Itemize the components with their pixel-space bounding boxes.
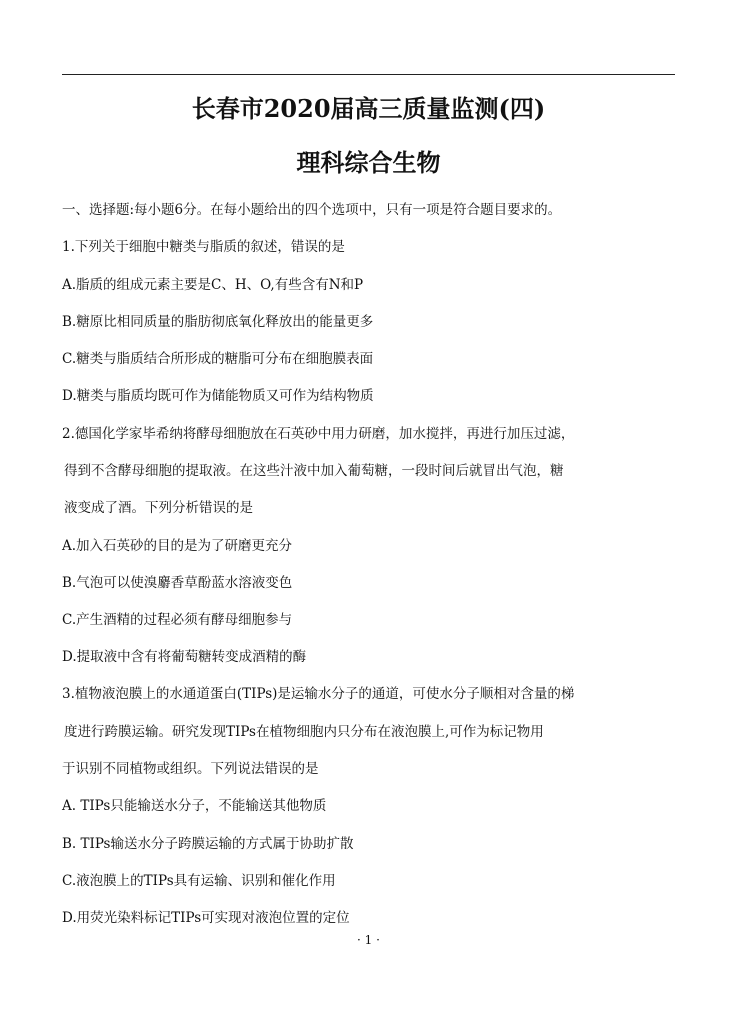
question-2-option-b: B.气泡可以使溴麝香草酚蓝水溶液变色 [62,575,293,591]
question-3-stem-line-1: 3.植物液泡膜上的水通道蛋白(TIPs)是运输水分子的通道，可使水分子顺相对含量的梯 [62,686,575,702]
question-2-stem-line-1: 2.德国化学家毕希纳将酵母细胞放在石英砂中用力研磨，加水搅拌，再进行加压过滤， [62,426,575,442]
question-3-option-d: D.用荧光染料标记TIPs可实现对液泡位置的定位 [62,910,350,926]
header-rule [62,74,675,75]
question-3-option-a: A. TIPs只能输送水分子，不能输送其他物质 [62,798,327,814]
question-2-option-c: C.产生酒精的过程必须有酵母细胞参与 [62,612,293,628]
question-3-option-b: B. TIPs输送水分子跨膜运输的方式属于协助扩散 [62,836,354,852]
question-3-stem-line-3: 于识别不同植物或组织。下列说法错误的是 [62,761,319,777]
question-1-option-b: B.糖原比相同质量的脂肪彻底氧化释放出的能量更多 [62,314,374,330]
question-2-stem-line-2: 得到不含酵母细胞的提取液。在这些汁液中加入葡萄糖，一段时间后就冒出气泡，糖 [64,463,564,479]
page-number: · 1 · [357,933,380,947]
question-2-option-a: A.加入石英砂的目的是为了研磨更充分 [62,538,293,554]
question-3-option-c: C.液泡膜上的TIPs具有运输、识别和催化作用 [62,873,336,889]
question-2-option-d: D.提取液中含有将葡萄糖转变成酒精的酶 [62,649,307,665]
question-1-stem: 1.下列关于细胞中糖类与脂质的叙述，错误的是 [62,239,345,255]
question-2-stem-line-3: 液变成了酒。下列分析错误的是 [64,500,253,516]
question-1-option-d: D.糖类与脂质均既可作为储能物质又可作为结构物质 [62,388,374,404]
question-1-option-c: C.糖类与脂质结合所形成的糖脂可分布在细胞膜表面 [62,351,374,367]
exam-title: 长春市2020届高三质量监测(四) [191,94,546,123]
section-heading: 一、选择题:每小题6分。在每小题给出的四个选项中，只有一项是符合题目要求的。 [62,202,562,218]
question-3-stem-line-2: 度进行跨膜运输。研究发现TIPs在植物细胞内只分布在液泡膜上,可作为标记物用 [64,724,544,740]
subject-title: 理科综合生物 [296,148,441,177]
question-1-option-a: A.脂质的组成元素主要是C、H、O,有些含有N和P [62,277,364,293]
